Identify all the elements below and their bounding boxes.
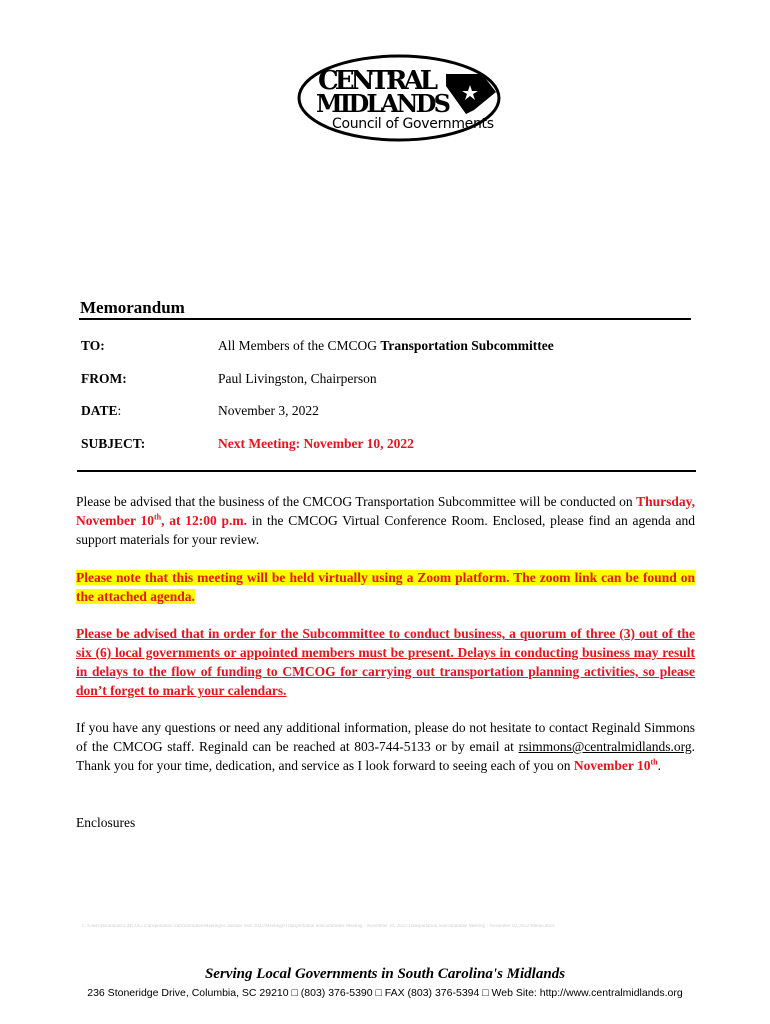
enclosures-label: Enclosures — [76, 815, 136, 830]
closing-date-text: November 10 — [573, 758, 651, 773]
from-label: FROM: — [81, 371, 127, 386]
file-path-footer: C:\Users\Rsimmons\CMCOG\Transportation Subcommittee\Meetings\Calendar Year 2022\Meetings\Transportation Subcommittee Meeting - November 10, 2022\Transportation Subcommittee Meeting - November 10, 2022\Memo.docx — [82, 924, 555, 929]
quorum-notice-text: Please be advised that in order for the Subcommittee to conduct business, a quorum of three (3) out of the six (6) local governments or appointed members must be present. Delays in conducting business may result in delays to the flow of funding to CMCOG for carrying out transportation planning activities, so please don’t forget to mark your calendars. — [76, 626, 695, 698]
meeting-time: , at 12:00 p.m. — [161, 513, 247, 528]
date-value: November 3, 2022 — [218, 403, 319, 418]
svg-text:CENTRAL: CENTRAL — [318, 66, 438, 96]
meeting-date-sup: th — [153, 512, 162, 522]
footer-tagline: Serving Local Governments in South Carolina's Midlands — [204, 966, 566, 982]
contact-text: If you have any questions or need any additional information, please do not hesitate to contact Reginald Simmons of the CMCOG staff. Reginald can be reached at 803-744-5133 or by email at — [76, 720, 695, 754]
p1-text: Please be advised that the business of the CMCOG Transportation Subcommittee will be conducted on — [76, 494, 637, 509]
footer-address: 236 Stoneridge Drive, Columbia, SC 29210 □ (803) 376-5390 □ FAX (803) 376-5394 □ Web Site: http://www.centralmidlands.org — [87, 987, 683, 999]
cmcog-logo — [296, 52, 501, 142]
subject-label: SUBJECT: — [81, 436, 146, 451]
contact-text-2: . Thank you for your time, dedication, and service as I look forward to seeing each of you on — [76, 739, 695, 773]
date-label-colon: : — [117, 403, 122, 418]
paragraph-quorum-notice — [76, 624, 695, 700]
svg-text:MIDLANDS: MIDLANDS — [316, 89, 451, 118]
paragraph-zoom-notice — [76, 568, 695, 606]
header-divider — [79, 318, 691, 320]
email-link[interactable]: rsimmons@centralmidlands.org — [518, 739, 692, 754]
meeting-date: Thursday, November 10 — [76, 494, 695, 528]
to-label: TO: — [81, 338, 105, 353]
to-value — [218, 338, 554, 354]
p1-text-end: in the CMCOG Virtual Conference Room. Enclosed, please find an agenda and support materials for your review. — [76, 513, 695, 547]
body-divider — [77, 470, 696, 472]
paragraph-meeting-notice — [76, 492, 695, 549]
paragraph-contact — [76, 718, 695, 775]
date-label-text: DATE — [81, 403, 118, 418]
to-value-text: All Members of the CMCOG — [218, 338, 381, 353]
svg-text:Council of Governments: Council of Governments — [332, 116, 494, 132]
subject-value: Next Meeting: November 10, 2022 — [218, 436, 414, 451]
closing-date — [574, 758, 658, 773]
from-value: Paul Livingston, Chairperson — [218, 371, 377, 386]
to-value-committee: Transportation Subcommittee — [380, 338, 554, 353]
closing-date-sup: th — [650, 757, 658, 767]
contact-end: . — [657, 758, 661, 773]
date-label — [81, 403, 121, 419]
zoom-notice-text: Please note that this meeting will be held virtually using a Zoom platform. The zoom link can be found on the attached agenda. — [76, 570, 695, 604]
memo-heading: Memorandum — [80, 298, 185, 317]
